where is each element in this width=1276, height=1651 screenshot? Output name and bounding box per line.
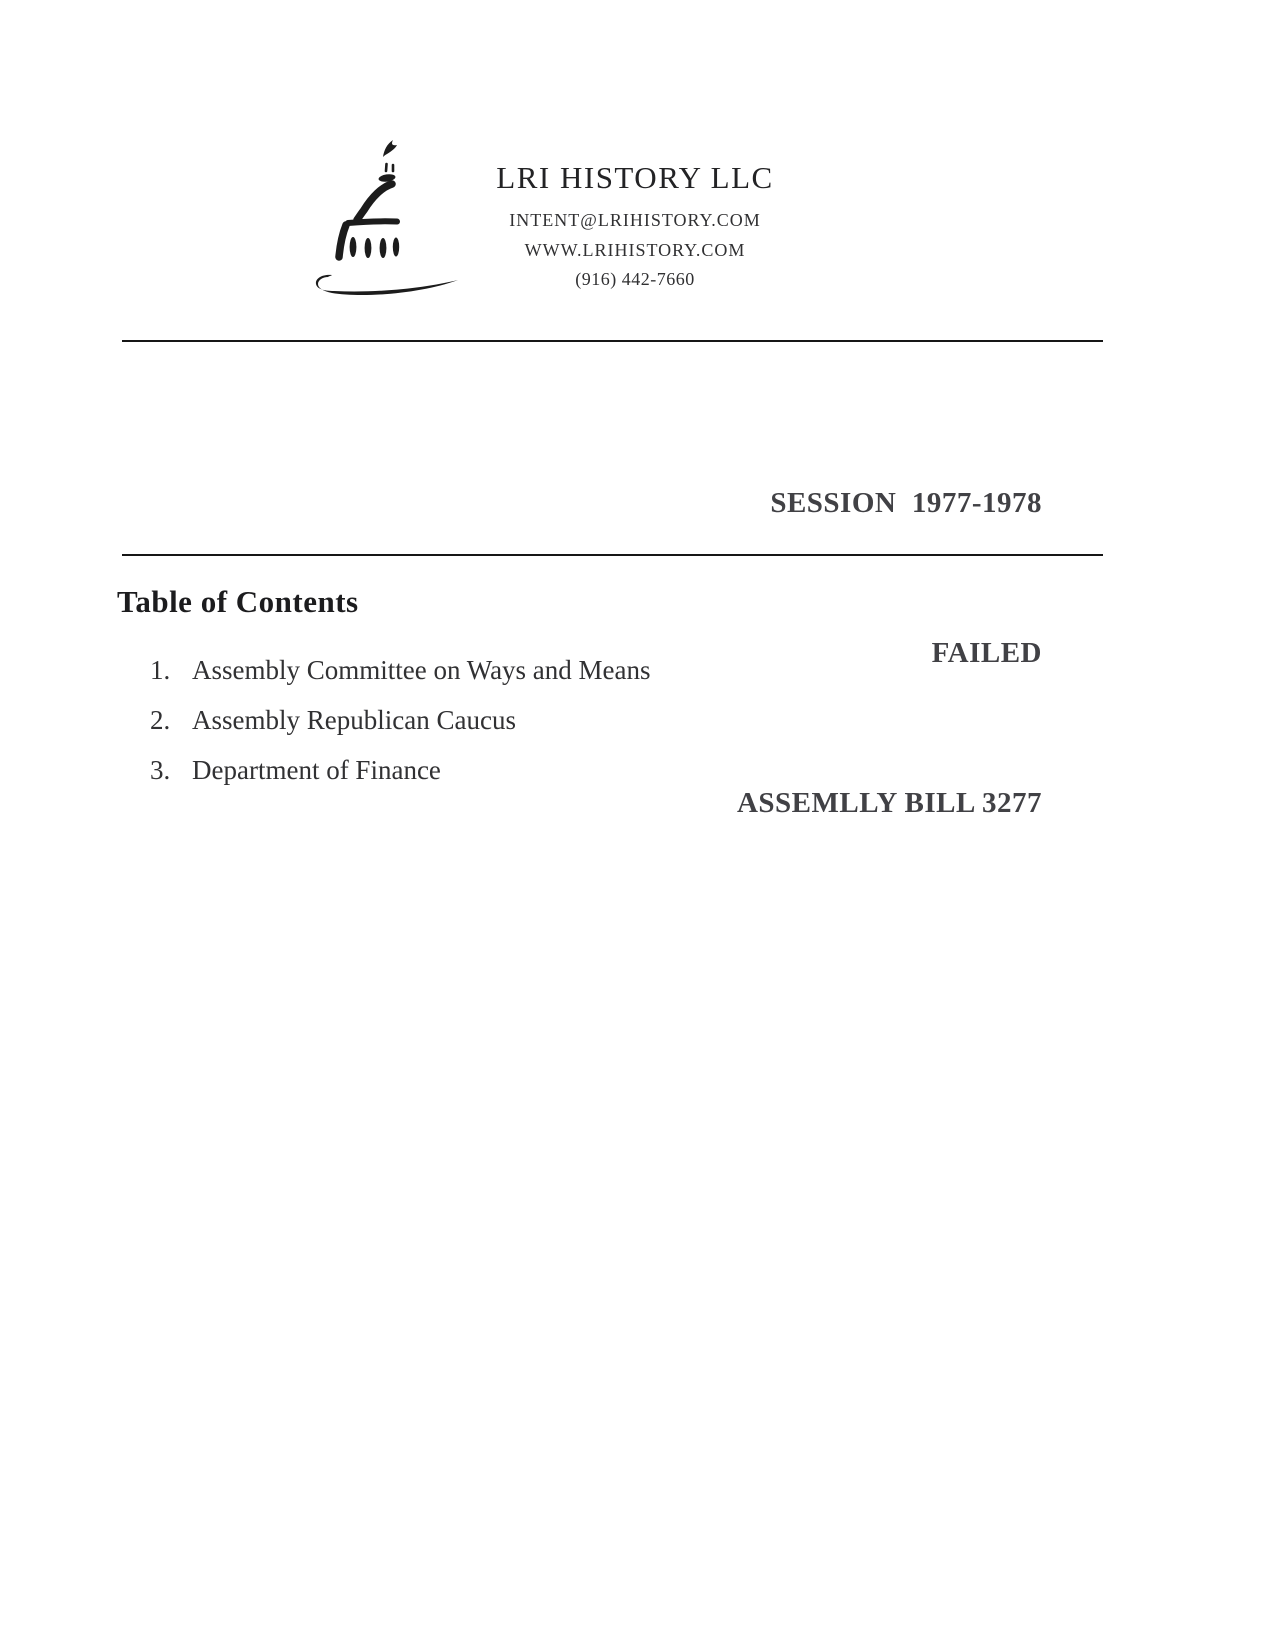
toc-item-label: Department of Finance [192, 755, 441, 785]
company-name: LRI HISTORY LLC [496, 160, 774, 195]
toc-item [0, 645, 1100, 695]
toc-title: Table of Contents [117, 584, 359, 619]
toc-item-label: Assembly Republican Caucus [192, 705, 516, 735]
header-website: WWW.LRIHISTORY.COM [524, 240, 746, 260]
toc-item [0, 745, 1100, 795]
toc-item [0, 695, 1100, 745]
status-label: FAILED [931, 637, 1042, 669]
toc-list [0, 645, 1100, 795]
header-phone: (916) 442-7660 [575, 269, 695, 289]
bill-label: ASSEMLLY BILL 3277 [736, 787, 1042, 819]
horizontal-rule-bottom [122, 554, 1103, 556]
toc-item-label: Assembly Committee on Ways and Means [192, 655, 651, 685]
toc-item-number: 1. [150, 655, 171, 685]
session-label: SESSION 1977-1978 [770, 487, 1042, 519]
toc-item-number: 2. [150, 705, 171, 735]
horizontal-rule-top [122, 340, 1103, 342]
toc-item-number: 3. [150, 755, 171, 785]
header-email: INTENT@LRIHISTORY.COM [509, 210, 761, 230]
